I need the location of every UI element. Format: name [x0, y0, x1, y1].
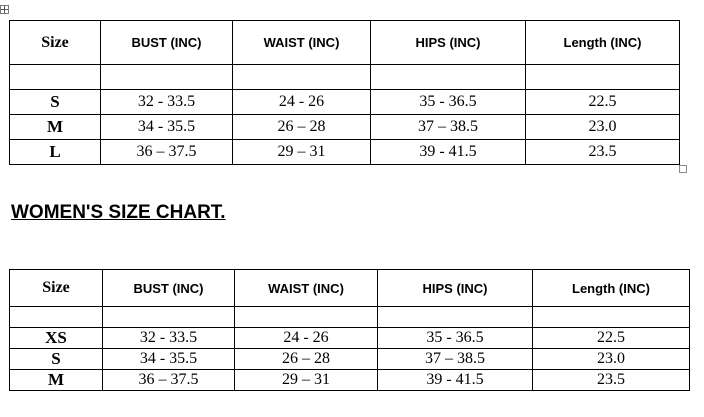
table-header-row [10, 21, 680, 65]
header-hips: HIPS (INC) [378, 270, 533, 307]
header-size: Size [10, 21, 101, 65]
waist-cell: 24 - 26 [235, 328, 378, 349]
empty-cell [233, 65, 371, 90]
empty-cell [10, 307, 103, 328]
empty-row [10, 307, 690, 328]
length-cell: 22.5 [533, 328, 690, 349]
header-bust: BUST (INC) [103, 270, 235, 307]
waist-cell: 29 – 31 [233, 140, 371, 165]
bust-cell: 36 – 37.5 [101, 140, 233, 165]
bust-cell: 32 - 33.5 [103, 328, 235, 349]
table-row [10, 140, 680, 165]
length-cell: 23.0 [526, 115, 680, 140]
size-cell: XS [10, 328, 103, 349]
table-row [10, 90, 680, 115]
bust-cell: 32 - 33.5 [101, 90, 233, 115]
bust-cell: 34 - 35.5 [103, 349, 235, 370]
header-waist: WAIST (INC) [233, 21, 371, 65]
bust-cell: 34 - 35.5 [101, 115, 233, 140]
header-size: Size [10, 270, 103, 307]
size-cell: S [10, 90, 101, 115]
empty-cell [101, 65, 233, 90]
table-resize-handle-icon[interactable] [679, 165, 687, 173]
empty-cell [526, 65, 680, 90]
header-waist: WAIST (INC) [235, 270, 378, 307]
length-cell: 23.0 [533, 349, 690, 370]
length-cell: 23.5 [526, 140, 680, 165]
empty-cell [10, 65, 101, 90]
empty-cell [378, 307, 533, 328]
length-cell: 22.5 [526, 90, 680, 115]
empty-cell [371, 65, 526, 90]
empty-cell [533, 307, 690, 328]
waist-cell: 26 – 28 [235, 349, 378, 370]
header-bust: BUST (INC) [101, 21, 233, 65]
bust-cell: 36 – 37.5 [103, 370, 235, 391]
hips-cell: 39 - 41.5 [371, 140, 526, 165]
table-row [10, 115, 680, 140]
table-row [10, 349, 690, 370]
size-chart-table-1 [9, 20, 680, 165]
hips-cell: 37 – 38.5 [371, 115, 526, 140]
table-row [10, 328, 690, 349]
hips-cell: 37 – 38.5 [378, 349, 533, 370]
empty-row [10, 65, 680, 90]
section-title: WOMEN'S SIZE CHART. [11, 202, 226, 223]
table-header-row [10, 270, 690, 307]
waist-cell: 29 – 31 [235, 370, 378, 391]
size-cell: M [10, 115, 101, 140]
header-length: Length (INC) [533, 270, 690, 307]
header-hips: HIPS (INC) [371, 21, 526, 65]
hips-cell: 39 - 41.5 [378, 370, 533, 391]
size-cell: S [10, 349, 103, 370]
table-move-handle-icon[interactable] [0, 5, 9, 14]
empty-cell [103, 307, 235, 328]
size-chart-table-2 [9, 269, 690, 391]
empty-cell [235, 307, 378, 328]
length-cell: 23.5 [533, 370, 690, 391]
table-row [10, 370, 690, 391]
hips-cell: 35 - 36.5 [371, 90, 526, 115]
hips-cell: 35 - 36.5 [378, 328, 533, 349]
size-cell: M [10, 370, 103, 391]
size-cell: L [10, 140, 101, 165]
waist-cell: 26 – 28 [233, 115, 371, 140]
header-length: Length (INC) [526, 21, 680, 65]
waist-cell: 24 - 26 [233, 90, 371, 115]
